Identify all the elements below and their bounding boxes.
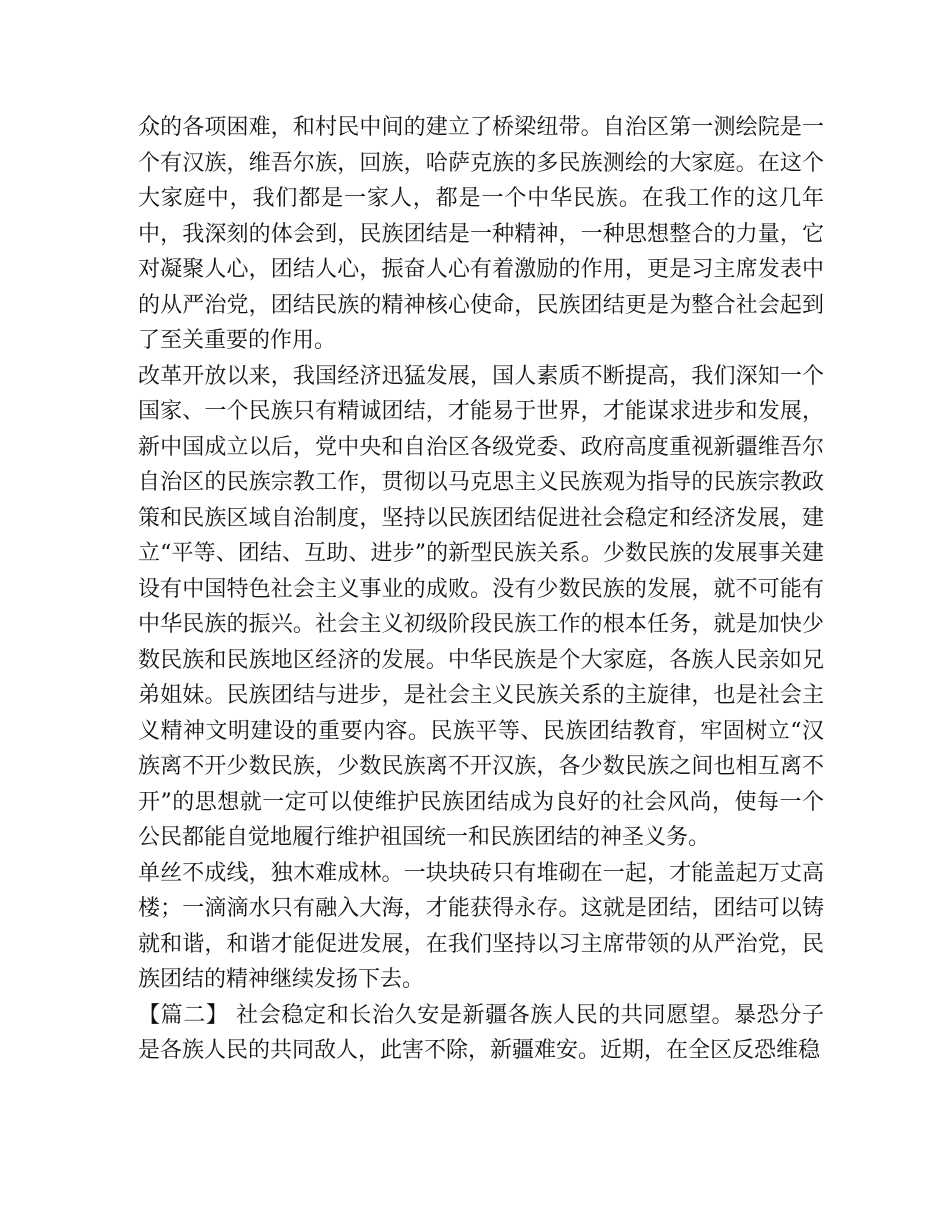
document-body xyxy=(138,110,824,1069)
paragraph-2: 改革开放以来，我国经济迅猛发展，国人素质不断提高，我们深知一个国家、一个民族只有精诚团结，才能易于世界，才能谋求进步和发展，新中国成立以后，党中央和自治区各级党委、政府高度重视新疆维吾尔自治区的民族宗教工作，贯彻以马克思主义民族观为指导的民族宗教政策和民族区域自治制度，坚持以民族团结促进社会稳定和经济发展，建立“平等、团结、互助、进步”的新型民族关系。少数民族的发展事关建设有中国特色社会主义事业的成败。没有少数民族的发展，就不可能有中华民族的振兴。社会主义初级阶段民族工作的根本任务，就是加快少数民族和民族地区经济的发展。中华民族是个大家庭，各族人民亲如兄弟姐妹。民族团结与进步，是社会主义民族关系的主旋律，也是社会主义精神文明建设的重要内容。民族平等、民族团结教育，牢固树立“汉族离不开少数民族，少数民族离不开汉族，各少数民族之间也相互离不开”的思想就一定可以使维护民族团结成为良好的社会风尚，使每一个公民都能自觉地履行维护祖国统一和民族团结的神圣义务。 xyxy=(138,363,824,850)
paragraph-3: 单丝不成线，独木难成林。一块块砖只有堆砌在一起，才能盖起万丈高楼；一滴滴水只有融入大海，才能获得永存。这就是团结，团结可以铸就和谐，和谐才能促进发展，在我们坚持以习主席带领的从严治党，民族团结的精神继续发扬下去。 xyxy=(138,860,824,992)
paragraph-4-section-two: 【篇二】 社会稳定和长治久安是新疆各族人民的共同愿望。暴恐分子是各族人民的共同敌人，此害不除，新疆难安。近期，在全区反恐维稳 xyxy=(138,1002,824,1063)
paragraph-1: 众的各项困难，和村民中间的建立了桥梁纽带。自治区第一测绘院是一个有汉族，维吾尔族，回族，哈萨克族的多民族测绘的大家庭。在这个大家庭中，我们都是一家人，都是一个中华民族。在我工作的这几年中，我深刻的体会到，民族团结是一种精神，一种思想整合的力量，它对凝聚人心，团结人心，振奋人心有着激励的作用，更是习主席发表中的从严治党，团结民族的精神核心使命，民族团结更是为整合社会起到了至关重要的作用。 xyxy=(138,115,824,353)
